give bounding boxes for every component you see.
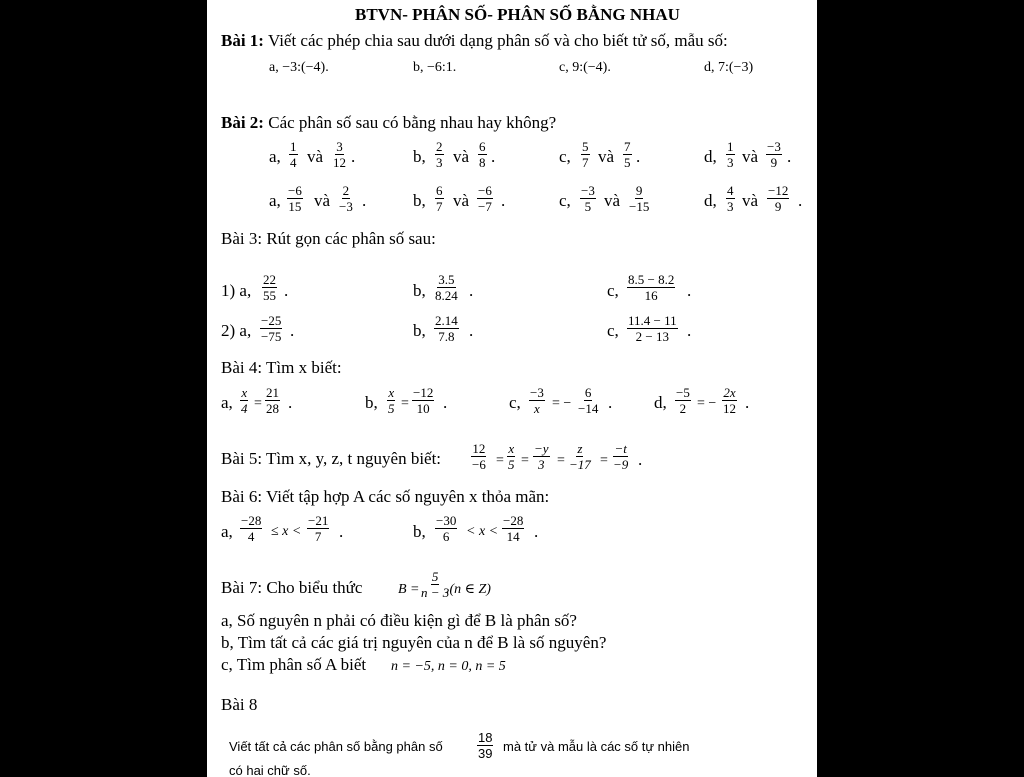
fraction: $\frac{6}{8}$ [479,139,486,170]
fraction: $\frac{-t}{-9}$ [613,441,629,472]
fraction: $\frac{-6}{15}$ [288,183,302,214]
bai2-r1-c-label: c, [559,147,571,166]
fraction: $\frac{3}{12}$ [333,139,346,170]
fraction: $\frac{6}{7}$ [436,183,443,214]
fraction: $\frac{-25}{-75}$ [261,313,282,344]
bai2-r2-b-label: b, [413,191,426,210]
va-text: và [598,147,615,166]
bai2-r1-b-label: b, [413,147,426,166]
fraction: $\frac{-12}{10}$ [413,385,434,416]
fraction: $\frac{-28}{14}$ [503,513,524,544]
bai4-a-label: a, [221,393,233,412]
fraction: $\frac{1}{4}$ [290,139,297,170]
fraction: $\frac{-y}{3}$ [534,441,549,472]
fraction: $\frac{-30}{6}$ [436,513,457,544]
fraction: $\frac{3.5}{8.24}$ [435,272,458,303]
bai2-text: Các phân số sau có bằng nhau hay không? [268,113,557,132]
bai1-item-d: d, 7:(−3) [704,60,754,75]
fraction: $\frac{11.4 - 11}{2 - 13}$ [628,313,677,344]
bai3-c-label: c, [607,321,619,340]
fraction: $\frac{5}{7}$ [582,139,589,170]
fraction: $\frac{-3}{x}$ [530,385,544,416]
bai6-a-inequality: ≤ x < [271,524,302,539]
bai7-expr-right: .(n ∈ Z) [446,582,491,597]
worksheet-page: BTVN- PHÂN SỐ- PHÂN SỐ BẰNG NHAU Bài 1: Viết các phép chia sau dưới dạng phân số và cho biết tử số, mẫu số: a, −3:(−4). b, −6:1. c, 9:(−4). d, 7:(−3) Bài 2: Các phân số sau có bằng nhau hay không? a, $\frac{1}{4}$ và $\frac{3}{12}$ . b, $\frac{2}{3}$ và $\frac{6}{8}$ . c, $\frac{5}{7}$ và $\frac{7}{5}$ . d, $\frac{1}{3}$ và $\frac{-3}{9}$ . a, $\frac{-6}{15}$ và $\frac{2}{-3}$ . b, $\frac{6}{7}$ và $\frac{-6}{-7}$ . c, $\frac{-3}{5}$ và $\frac{9}{-15}$ d, $\frac{4}{3}$ và $\frac{-12}{9}$ . Bài 3: Rút gọn các phân số sau: 1) a, $\frac{22}{55}$ . b, $\frac{3.5}{8.24}$ . c, $\frac{8.5 - 8.2}{16}$ . 2) a, $\frac{-25}{-75}$ . b, $\frac{2.14}{7.8}$ . c, $\frac{11.4 - 11}{2 - 13}$ . Bài 4: Tìm x biết: a, $\frac{x}{4}$ = $\frac{21}{28}$ . b, $\frac{x}{5}$ = $\frac{-12}{10}$ . c, $\frac{-3}{x}$ = − $\frac{6}{-14}$ . d, $\frac{-5}{2}$ = − $\frac{2x}{12}$ . Bài 5: Tìm x, y, z, t nguyên biết: $\frac{12}{-6}$ = $\frac{x}{5}$ = $\frac{-y}{3}$ = $\frac{z}{-17}$ = $\frac{-t}{-9}$ . Bài 6: Viết tập hợp A các số nguyên x thỏa mãn: a, $\frac{-28}{4}$ ≤ x < $\frac{-21}{7}$ . b, $\frac{-30}{6}$ < x < $\frac{-28}{14}$ . Bài 7: Cho biểu thức B = $\frac{5}{n - 3}$ .(n ∈ Z) a, Số nguyên n phải có điều kiện gì để B là phân số? b, Tìm tất cả các giá trị nguyên của n để B là số nguyên? c, Tìm phân số A biết n = −5, n = 0, n = 5 Bài 8 Viết tất cả các phân số bằng phân số $\frac{18}{39}$ mà tử và mẫu là các số tự nhiên có hai chữ số. [207,0,817,777]
fraction: $\frac{-3}{9}$ [767,139,781,170]
bai5-heading: Bài 5: Tìm x, y, z, t nguyên biết: [221,449,442,468]
bai3-heading: Bài 3: Rút gọn các phân số sau: [221,229,436,248]
bai3-b-label: b, [413,321,426,340]
fraction: $\frac{x}{4}$ [241,385,248,416]
bai1-label: Bài 1: [221,31,264,50]
fraction: $\frac{-21}{7}$ [308,513,329,544]
bai2-r2-d-label: d, [704,191,717,210]
bai2-r2-a-label: a, [269,191,281,210]
bai7-heading: Bài 7: Cho biểu thức [221,578,363,597]
fraction: $\frac{8.5 - 8.2}{16}$ [628,272,675,303]
bai8-line2: có hai chữ số. [229,763,311,777]
bai2-heading [221,113,556,133]
va-text: và [742,147,759,166]
fraction: $\frac{-12}{9}$ [768,183,789,214]
va-text: và [307,147,324,166]
bai8-line1-post: mà tử và mẫu là các số tự nhiên [503,739,690,754]
bai1-heading [221,31,728,51]
fraction: $\frac{1}{3}$ [727,139,734,170]
bai2-label: Bài 2: [221,113,264,132]
fraction: $\frac{-6}{-7}$ [478,183,492,214]
fraction: $\frac{12}{-6}$ [472,441,486,472]
fraction: $\frac{4}{3}$ [727,183,734,214]
bai6-b-label: b, [413,522,426,541]
bai1-item-c: c, 9:(−4). [559,60,611,75]
fraction: $\frac{2}{3}$ [436,139,443,170]
bai7-question-c: c, Tìm phân số A biết [221,655,367,674]
bai6-a-label: a, [221,522,233,541]
fraction: $\frac{-5}{2}$ [676,385,690,416]
bai2-r1-d-label: d, [704,147,717,166]
fraction: $\frac{2}{-3}$ [339,183,353,214]
va-text: và [604,191,621,210]
fraction: $\frac{2x}{12}$ [723,385,736,416]
fraction: $\frac{-28}{4}$ [241,513,262,544]
bai3-r1-label: 1) a, [221,281,252,300]
fraction: $\frac{x}{5}$ [388,385,395,416]
fraction: $\frac{z}{-17}$ [569,441,591,472]
bai4-heading: Bài 4: Tìm x biết: [221,358,342,377]
bai1-item-a: a, −3:(−4). [269,60,329,75]
fraction: $\frac{21}{28}$ [266,385,279,416]
bai6-b-inequality: < x < [466,524,499,539]
fraction: $\frac{x}{5}$ [508,441,515,472]
va-text: và [314,191,331,210]
bai7-question-a: a, Số nguyên n phải có điều kiện gì để B là phân số? [221,611,577,630]
bai3-r2-label: 2) a, [221,321,252,340]
fraction: $\frac{18}{39}$ [478,730,493,761]
bai8-line1-pre: Viết tất cả các phân số bằng phân số [229,739,443,754]
fraction: $\frac{5}{n - 3}$ [421,569,450,600]
fraction: $\frac{22}{55}$ [263,272,276,303]
bai8-heading: Bài 8 [221,695,258,714]
va-text: và [742,191,759,210]
va-text: và [453,191,470,210]
bai6-heading: Bài 6: Viết tập hợp A các số nguyên x thỏa mãn: [221,487,550,506]
bai3-c-label: c, [607,281,619,300]
bai7-question-c-values: n = −5, n = 0, n = 5 [391,659,506,674]
bai1-text: Viết các phép chia sau dưới dạng phân số và cho biết tử số, mẫu số: [267,31,728,50]
fraction: $\frac{2.14}{7.8}$ [435,313,458,344]
bai4-c-label: c, [509,393,521,412]
bai4-d-label: d, [654,393,667,412]
bai2-r1-a-label: a, [269,147,281,166]
fraction: $\frac{-3}{5}$ [581,183,595,214]
bai4-b-label: b, [365,393,378,412]
bai2-r2-c-label: c, [559,191,571,210]
bai7-expr-left: B = [398,582,420,597]
bai3-b-label: b, [413,281,426,300]
page-title: BTVN- PHÂN SỐ- PHÂN SỐ BẰNG NHAU [355,5,680,24]
fraction: $\frac{7}{5}$ [624,139,631,170]
fraction: $\frac{6}{-14}$ [578,385,599,416]
bai1-item-b: b, −6:1. [413,60,457,75]
va-text: và [453,147,470,166]
bai7-question-b: b, Tìm tất cả các giá trị nguyên của n để B là số nguyên? [221,633,607,652]
fraction: $\frac{9}{-15}$ [629,183,650,214]
